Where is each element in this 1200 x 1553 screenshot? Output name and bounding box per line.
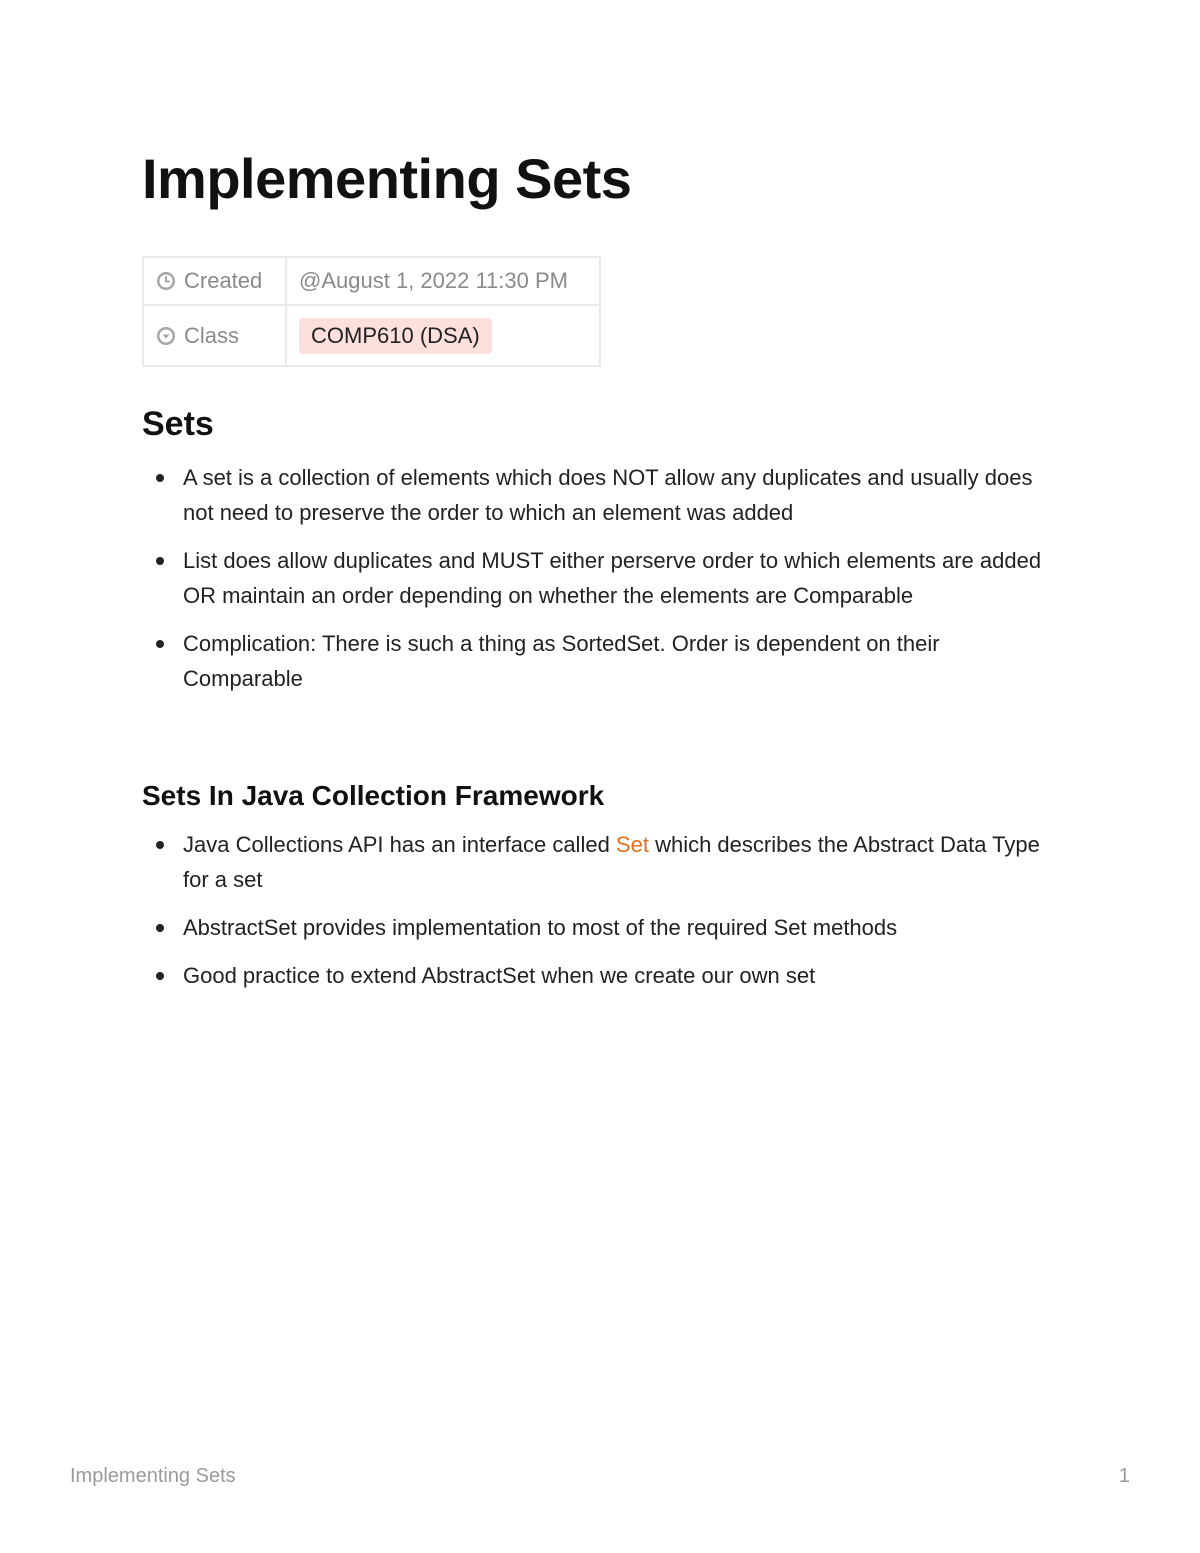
list-item-text-after: which describes the Abstract Data Type for a set (183, 832, 1040, 892)
list-item-text: AbstractSet provides implementation to most of the required Set methods (183, 915, 898, 940)
list-item-text: List does allow duplicates and MUST either perserve order to which elements are added OR maintain an order depending on whether the elements are Comparable (183, 548, 1042, 608)
property-row-created (143, 257, 600, 305)
list-item-text: Complication: There is such a thing as SortedSet. Order is dependent on their Comparable (183, 631, 940, 691)
section-heading-java: Sets In Java Collection Framework (142, 780, 605, 811)
list-item-text-before: Java Collections API has an interface called (183, 832, 616, 857)
bullet-dot (156, 841, 164, 849)
list-item-text: A set is a collection of elements which does NOT allow any duplicates and usually does not need to preserve the order to which an element was added (183, 465, 1033, 525)
bullet-dot (156, 972, 164, 980)
bullet-dot (156, 557, 164, 565)
bullet-dot (156, 640, 164, 648)
list-item (142, 958, 1062, 993)
section-heading-sets: Sets (142, 405, 214, 443)
list-item (142, 460, 1062, 530)
bullet-dot (156, 924, 164, 932)
list-item (142, 910, 1062, 945)
property-value-created: @August 1, 2022 11:30 PM (286, 257, 600, 305)
properties-table (142, 256, 601, 367)
property-key-class (143, 305, 286, 366)
property-key-created (143, 257, 286, 305)
class-tag[interactable]: COMP610 (DSA) (299, 318, 492, 354)
inline-code-set: Set (615, 832, 649, 857)
list-item (142, 626, 1062, 696)
sets-bullet-list (142, 460, 1062, 709)
select-icon (156, 326, 176, 346)
list-item-text: Good practice to extend AbstractSet when we create our own set (183, 963, 816, 988)
list-item (142, 543, 1062, 613)
clock-icon (156, 271, 176, 291)
list-item (142, 827, 1062, 897)
property-label-class: Class (184, 322, 240, 348)
property-value-class (286, 305, 600, 366)
property-row-class (143, 305, 600, 366)
footer-title: Implementing Sets (70, 1465, 236, 1487)
java-bullet-list (142, 827, 1062, 1006)
property-label-created: Created (184, 268, 263, 293)
bullet-dot (156, 474, 164, 482)
page-title: Implementing Sets (142, 147, 632, 210)
footer-page-number: 1 (1118, 1465, 1130, 1487)
